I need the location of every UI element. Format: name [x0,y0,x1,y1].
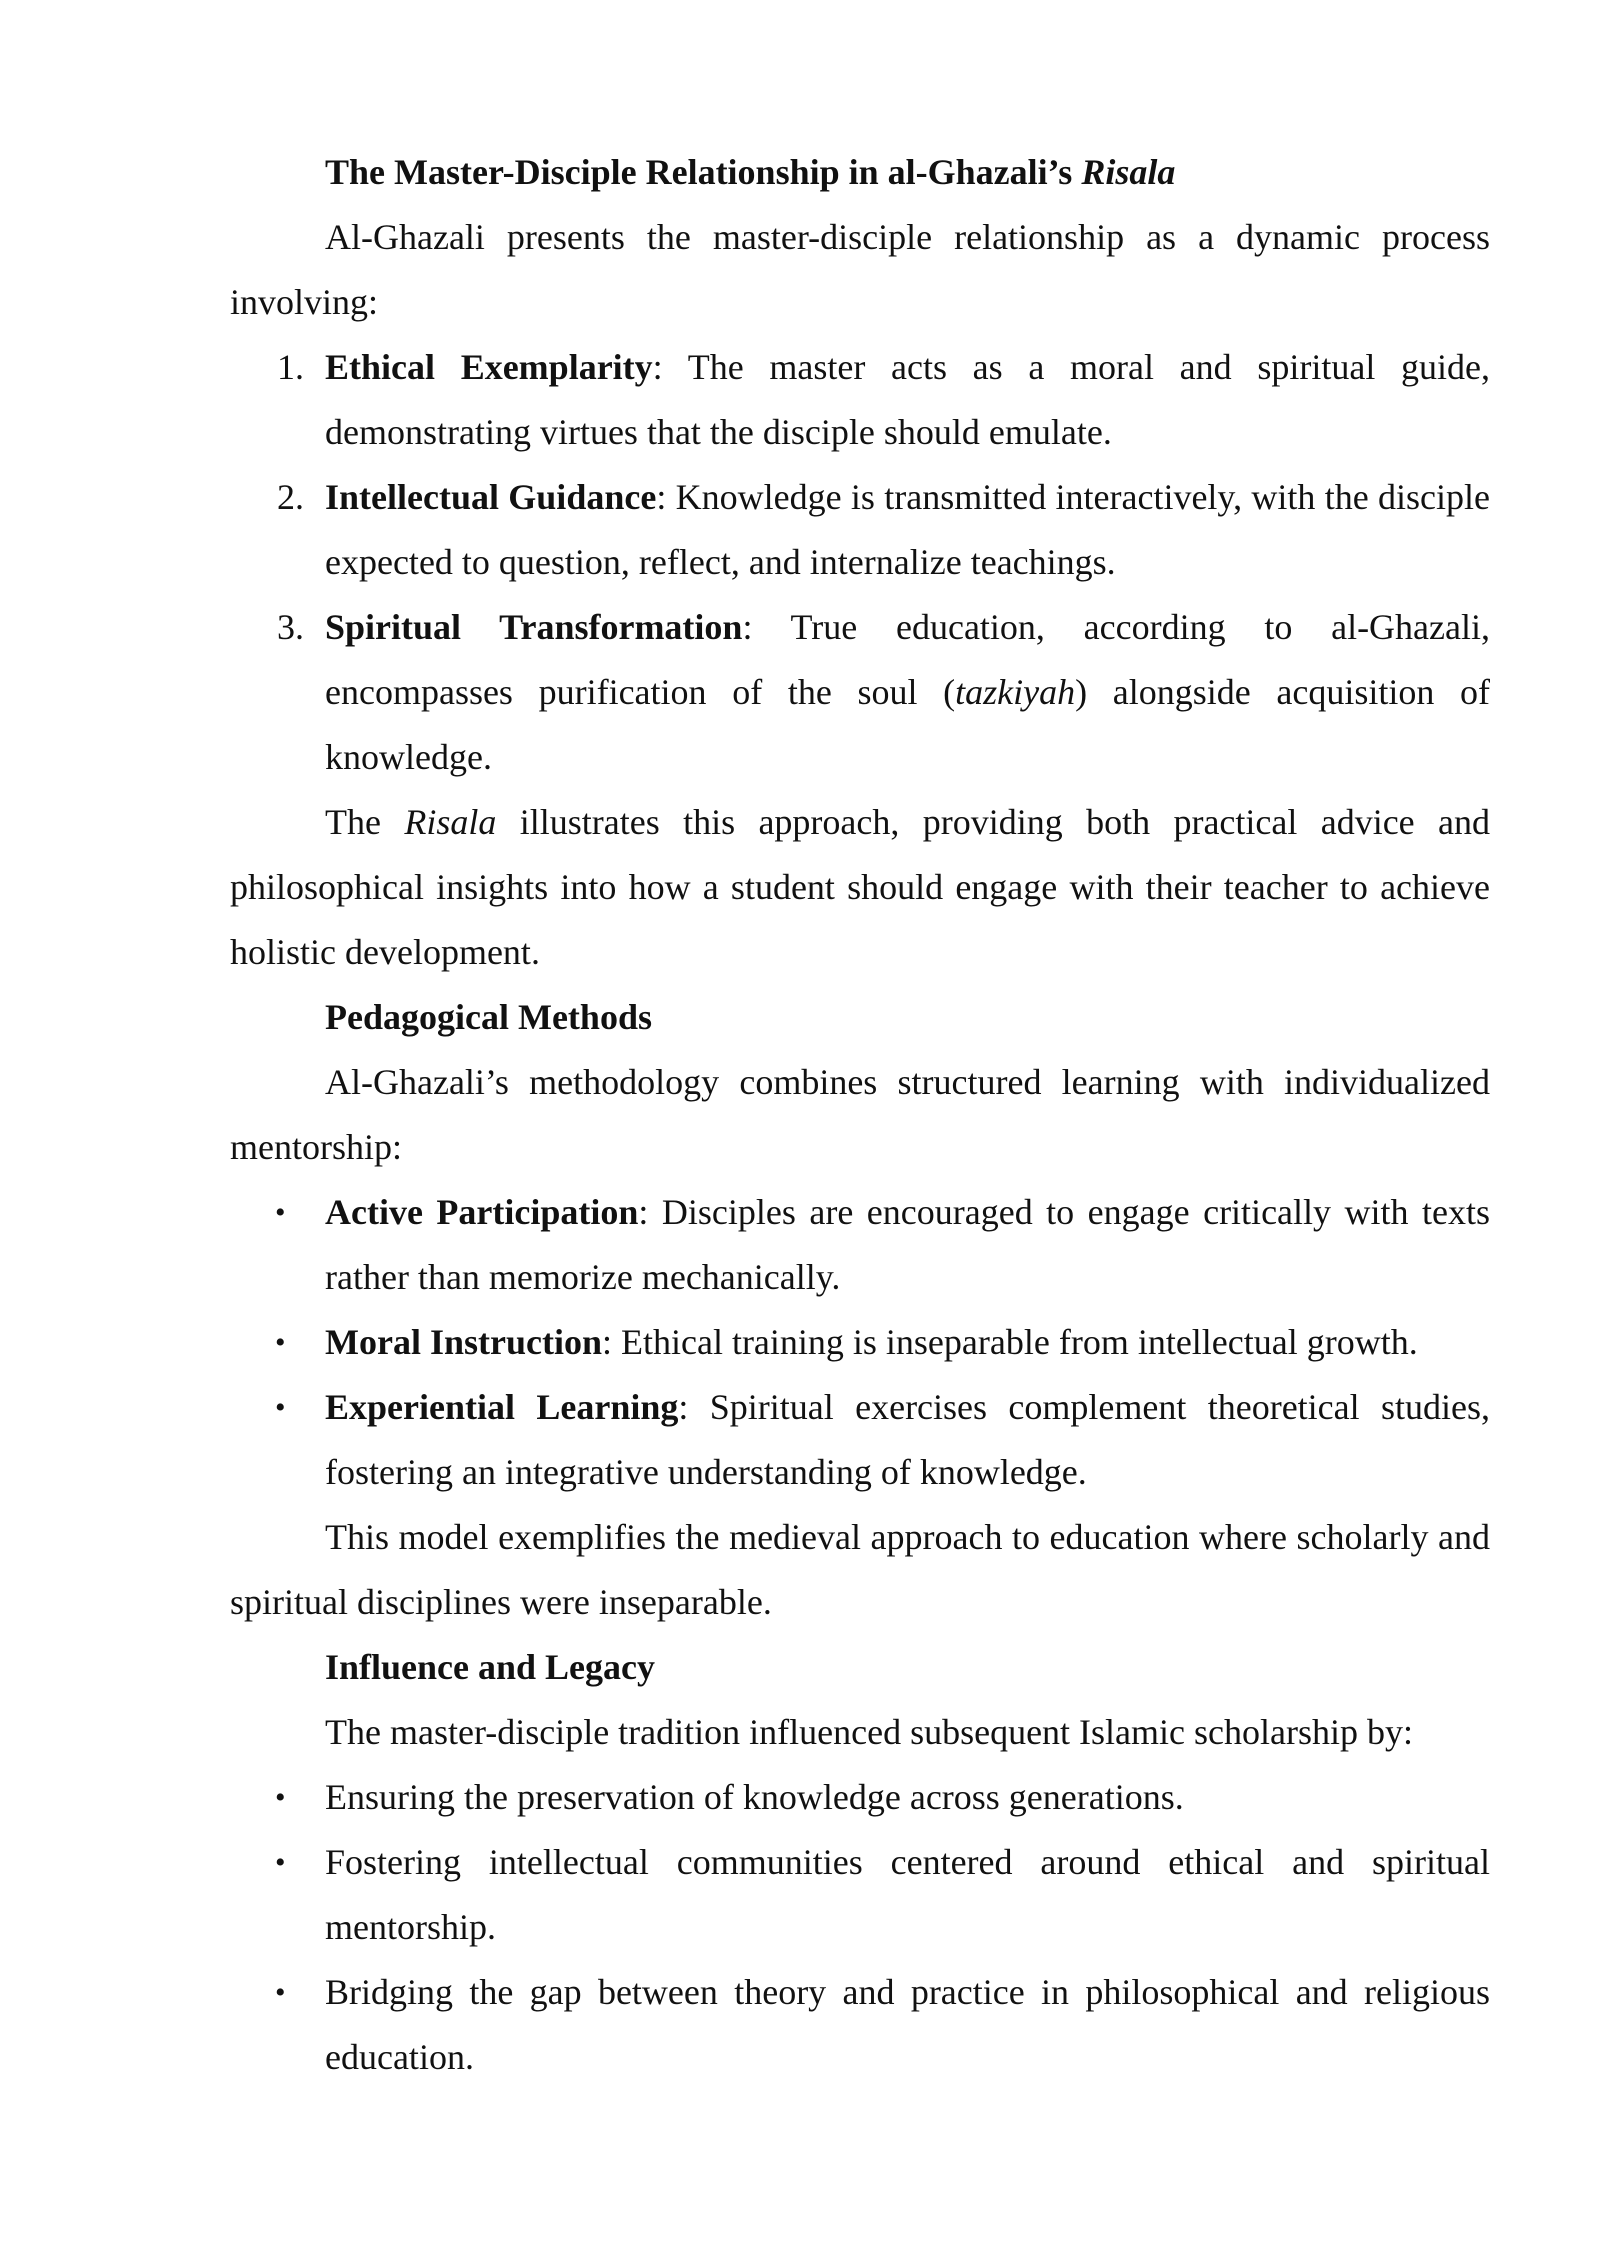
list-text: : Ethical training is inseparable from intellectual growth. [601,1322,1418,1362]
bullet-icon: • [275,1391,286,1424]
list-item [230,1180,1490,1310]
section-heading-pedagogical-methods: Pedagogical Methods [325,997,652,1037]
list-item [230,465,1490,595]
list-term: Experiential Learning [325,1387,679,1427]
list-text: : True education, according to al-Ghazali, encompasses purification of the soul ( [325,607,1490,712]
list-text: Fostering intellectual communities centered around ethical and spiritual mentorship. [325,1842,1490,1947]
list-text: : Knowledge is transmitted interactively, with the disciple expected to question, reflect, and internalize teachings. [325,477,1490,582]
section2-closing-paragraph: This model exemplifies the medieval approach to education where scholarly and spiritual disciplines were inseparable. [230,1517,1490,1622]
heading-text: The Master-Disciple Relationship in al-Ghazali’s [325,152,1082,192]
list-text: Bridging the gap between theory and practice in philosophical and religious education. [325,1972,1490,2077]
bullet-list [230,1180,1490,1505]
list-term: Moral Instruction [325,1322,602,1362]
list-item [230,335,1490,465]
list-term: Active Participation [325,1192,639,1232]
section3-intro-paragraph: The master-disciple tradition influenced subsequent Islamic scholarship by: [325,1712,1413,1752]
list-text: Ensuring the preservation of knowledge across generations. [325,1777,1184,1817]
bullet-icon: • [275,1976,286,2009]
bullet-icon: • [275,1781,286,1814]
list-item [230,1830,1490,1960]
numbered-list [230,335,1490,790]
list-italic-term: tazkiyah [955,672,1076,712]
section2-intro-paragraph: Al-Ghazali’s methodology combines structured learning with individualized mentorship: [230,1062,1490,1167]
section1-intro-paragraph: Al-Ghazali presents the master-disciple relationship as a dynamic process involving: [230,217,1490,322]
list-term: Spiritual Transformation [325,607,743,647]
list-item [230,1310,1490,1375]
paragraph-text: illustrates this approach, providing both practical advice and philosophical insights into how a student should engage with their teacher to achieve holistic development. [230,802,1491,972]
list-term: Intellectual Guidance [325,477,657,517]
list-number: 3. [277,607,304,647]
list-number: 1. [277,347,304,387]
bullet-list [230,1765,1490,2090]
list-item [230,1765,1490,1830]
list-number: 2. [277,477,304,517]
heading-italic-text: Risala [1081,152,1176,192]
list-item [230,595,1490,790]
bullet-icon: • [275,1846,286,1879]
list-text: : The master acts as a moral and spiritual guide, demonstrating virtues that the disciple should emulate. [325,347,1490,452]
list-text: : Spiritual exercises complement theoretical studies, fostering an integrative understanding of knowledge. [325,1387,1491,1492]
section-heading-master-disciple [325,140,1490,205]
bullet-icon: • [275,1326,286,1359]
section1-closing-paragraph [230,790,1490,985]
list-item [230,1960,1490,2090]
list-text: : Disciples are encouraged to engage critically with texts rather than memorize mechanically. [325,1192,1490,1297]
paragraph-text: The [325,802,405,842]
list-item [230,1375,1490,1505]
list-term: Ethical Exemplarity [325,347,653,387]
paragraph-italic-text: Risala [404,802,497,842]
list-text: ) alongside acquisition of knowledge. [325,672,1491,777]
bullet-icon: • [275,1196,286,1229]
document-page [230,140,1490,2090]
section-heading-influence-legacy: Influence and Legacy [325,1647,656,1687]
